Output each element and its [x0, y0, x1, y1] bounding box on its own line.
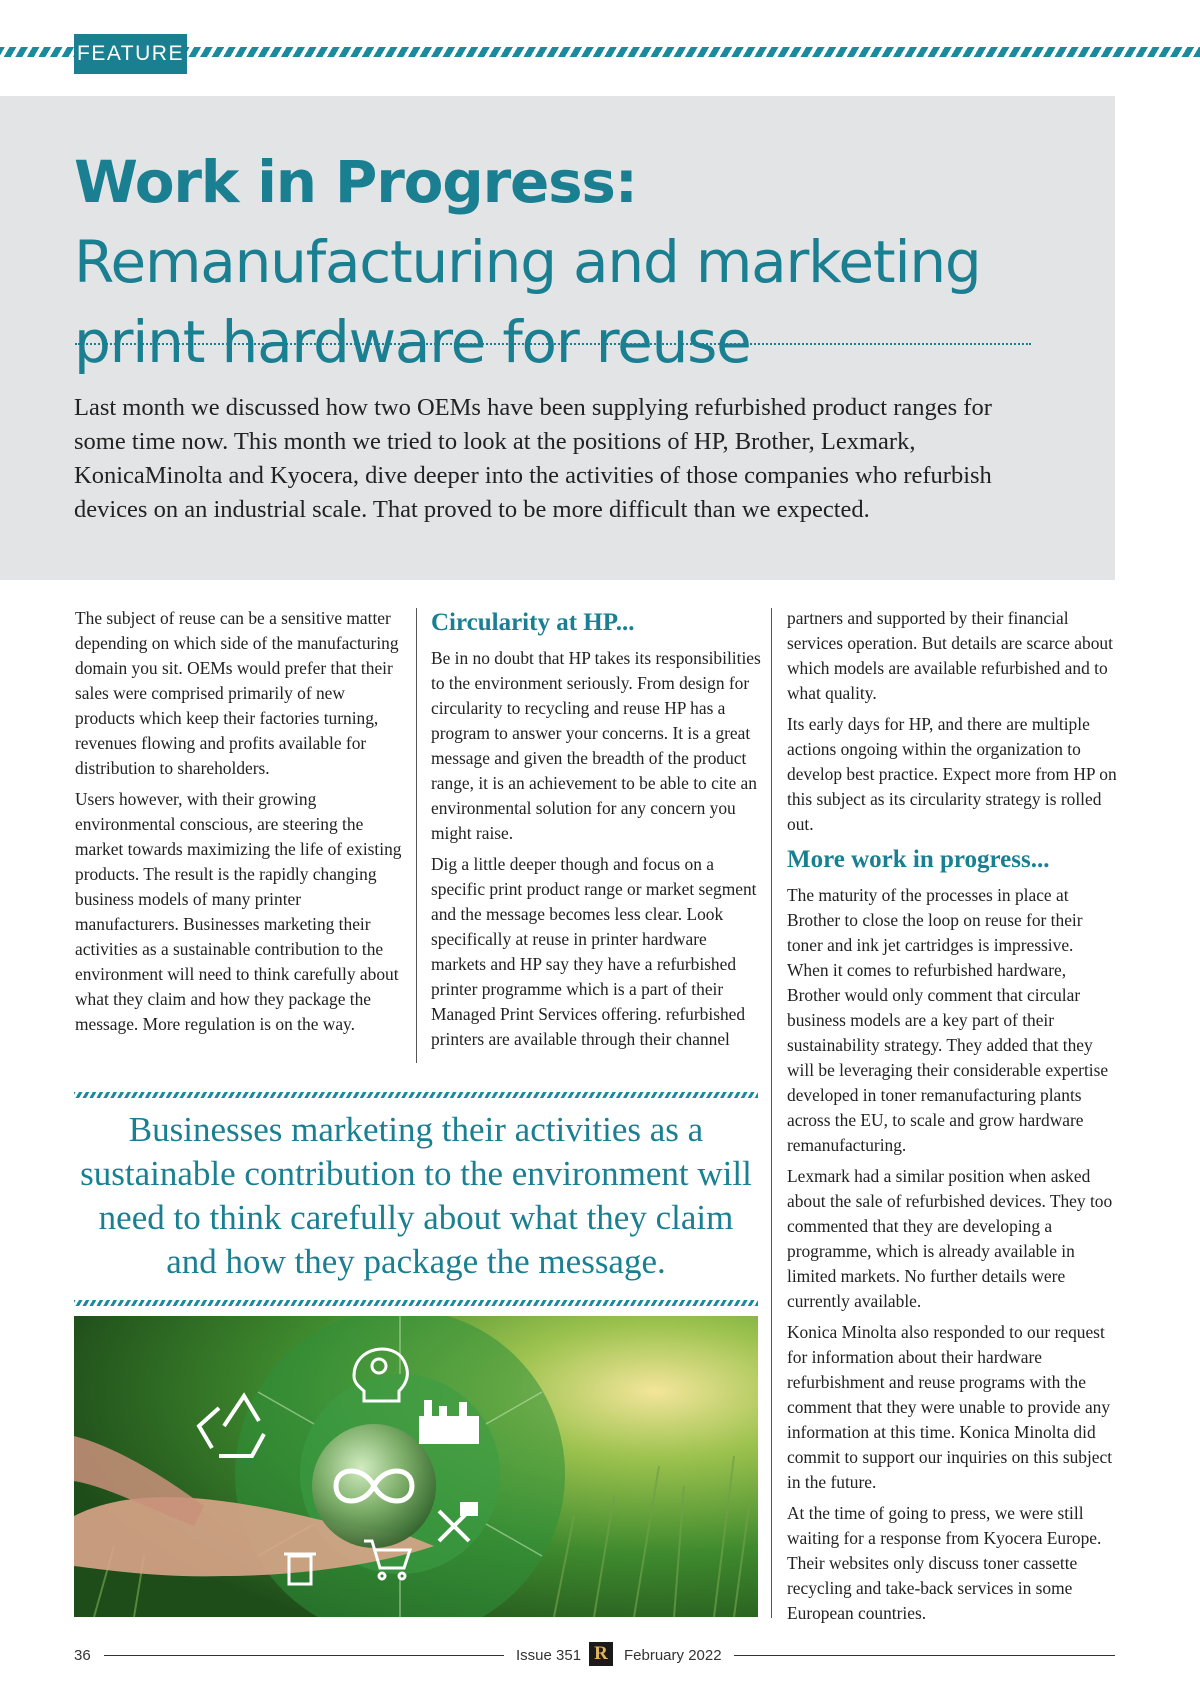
paragraph: The maturity of the processes in place at Brother to close the loop on reuse for their toner and ink jet cartridges is impressive. When it comes to refurbished hardware, Brother would only comment that circular business models are a key part of their sustainability strategy. They added that they will be leveraging their considerable expertise developed in toner remanufacturing plants across the EU, to scale and grow hardware remanufacturing. — [787, 885, 1109, 1155]
footer-rule — [104, 1655, 504, 1656]
footer-rule — [734, 1655, 1115, 1656]
column-2 — [431, 606, 761, 1058]
paragraph: Lexmark had a similar position when asked about the sale of refurbished devices. They too commented that they are developing a programme, which is already available in limited markets. No further details were currently available. — [787, 1166, 1113, 1311]
section-heading-more: More work in progress... — [787, 846, 1050, 873]
pullquote-rule-bottom — [74, 1300, 758, 1306]
column-3 — [787, 606, 1117, 1632]
section-heading-hp: Circularity at HP... — [431, 609, 635, 636]
standfirst: Last month we discussed how two OEMs have been supplying refurbished product ranges for some time now. This month we tried to look at the positions of HP, Brother, Lexmark, KonicaMinolta and Kyocera, dive deeper into the activities of those companies who refurbish devices on an industrial scale. That proved to be more difficult than we expected. — [74, 394, 992, 523]
section-tag: FEATURE — [74, 34, 187, 74]
paragraph: At the time of going to press, we were still waiting for a response from Kyocera Europe. Their websites only discuss toner cassette recycling and take-back services in some European countries. — [787, 1503, 1102, 1623]
paragraph: Its early days for HP, and there are multiple actions ongoing within the organization to develop best practice. Expect more from HP on this subject as its circularity strategy is rolled out. — [787, 714, 1117, 834]
feature-photo — [74, 1316, 758, 1617]
column-divider — [771, 608, 772, 1618]
paragraph: Dig a little deeper though and focus on a specific print product range or market segment and the message becomes less clear. Look specifically at reuse in printer hardware markets and HP say they have a refurbished printer programme which is a part of their Managed Print Services offering. refurbished printers are available through their channel — [431, 854, 757, 1049]
issue-date: February 2022 — [624, 1647, 722, 1664]
publication-logo: R — [589, 1642, 613, 1666]
page-footer — [74, 1640, 1115, 1670]
column-1 — [75, 606, 405, 1043]
paragraph: Konica Minolta also responded to our request for information about their hardware refurbishment and reuse programs with the comment that they were unable to provide any information at this time. Konica Minolta did commit to support our inquiries on this subject in the future. — [787, 1322, 1113, 1492]
title-rest-part: Remanufacturing and marketing print hardware for reuse — [74, 228, 981, 376]
eco-circle-illustration — [74, 1316, 758, 1617]
title-divider — [75, 343, 1031, 345]
article-title — [74, 142, 1094, 382]
pullquote-rule-top — [74, 1092, 758, 1098]
title-bold-part: Work in Progress: — [74, 148, 637, 216]
issue-number: Issue 351 — [516, 1647, 582, 1664]
page-number: 36 — [74, 1647, 91, 1664]
paragraph: Users however, with their growing environmental conscious, are steering the market towards maximizing the life of existing products. The result is the rapidly changing business models of many printer manufacturers. Businesses marketing their activities as a sustainable contribution to the environment will need to think carefully about what they claim and how they package the message. More regulation is on the way. — [75, 789, 402, 1034]
column-divider — [416, 608, 417, 1063]
paragraph: Be in no doubt that HP takes its responsibilities to the environment seriously. From design for circularity to recycling and reuse HP has a program to answer your concerns. It is a great message and given the breadth of the product range, it is an achievement to be able to cite an environmental solution for any concern you might raise. — [431, 648, 761, 843]
pull-quote: Businesses marketing their activities as a sustainable contribution to the environment will need to think carefully about what they claim and how they package the message. — [80, 1110, 752, 1281]
paragraph: partners and supported by their financial services operation. But details are scarce about which models are available refurbished and to what quality. — [787, 608, 1113, 703]
paragraph: The subject of reuse can be a sensitive matter depending on which side of the manufacturing domain you sit. OEMs would prefer that their sales were comprised primarily of new products which keep their factories turning, revenues flowing and profits available for distribution to shareholders. — [75, 608, 399, 778]
